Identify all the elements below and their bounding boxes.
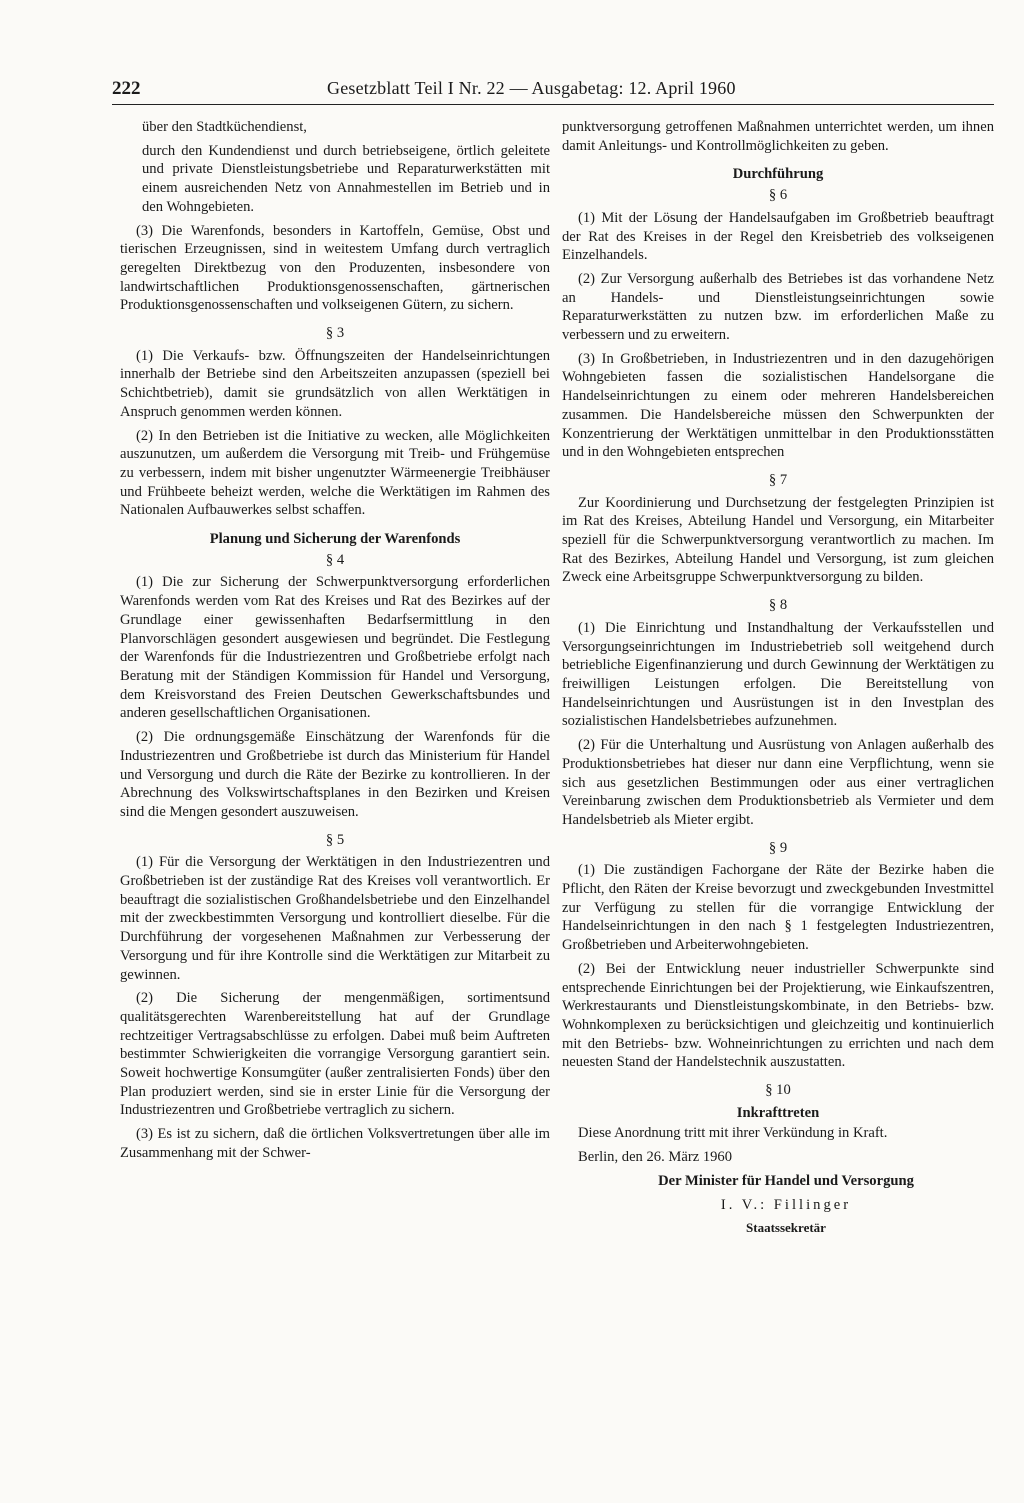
heading-durchfuehrung: Durchführung	[732, 166, 824, 183]
signature-block	[562, 1172, 994, 1238]
paragraph: (3) Es ist zu sichern, daß die örtlichen Volksvertretungen über alle im Zusammenhang mit der Schwer-	[120, 1126, 550, 1161]
page-header	[112, 78, 912, 104]
paragraph: durch den Kundendienst und durch betriebseigene, örtlich geleitete und private Dienstleistungsbetriebe und Reparaturwerkstätten mit einem ausreichenden Netz von Annahmestellen im Betrieb und in den Wohngebieten.	[142, 142, 550, 215]
paragraph: (1) Die Verkaufs- bzw. Öffnungszeiten der Handelseinrichtungen innerhalb der Betriebe sind den Arbeitszeiten anzupassen (speziell bei Schichtbetrieb), damit sie grundsätzlich von allen Werktätigen in Anspruch genommen werden können.	[120, 347, 550, 420]
paragraph: (1) Die zur Sicherung der Schwerpunktversorgung erforderlichen Warenfonds werden vom Rat des Kreises und Rat des Bezirkes auf der Grundlage einer gewissenhaften Bedarfsermittlung in den Planvorschlägen gesondert ausgewiesen und begründet. Die Festlegung der Warenfonds für die Industriezentren und Großbetriebe erfolgt nach Beratung mit der Ständigen Kommission für Handel und Versorgung, dem Kreisvorstand des Freien Deutschen Gewerkschaftsbundes und anderen gesellschaftlichen Organisationen.	[120, 574, 550, 722]
section-10-heading: § 10	[765, 1082, 791, 1099]
right-column	[562, 118, 994, 1243]
paragraph: (1) Die Einrichtung und Instandhaltung der Verkaufsstellen und Versorgungseinrichtungen im Industriebetrieb soll weitgehend durch betriebliche Eigenfinanzierung und durch Gewinnung der Werktätigen zu freiwilligen Leistungen erfolgen. Die Bereitstellung von Handelseinrichtungen und Ausrüstungen ist in den Investplan des sozialistischen Handelsbetriebes aufzunehmen.	[562, 619, 994, 730]
header-title: Gesetzblatt Teil I Nr. 22 — Ausgabetag: 12. April 1960	[327, 78, 736, 98]
paragraph: (2) Zur Versorgung außerhalb des Betriebes ist das vorhandene Netz an Handels- und Dienstleistungseinrichtungen sowie Reparaturwerkstätten zu nutzen bzw. im erforderlichen Maße zu verbessern und zu erweitern.	[562, 270, 994, 344]
page-number: 222	[112, 78, 141, 99]
paragraph: über den Stadtküchendienst,	[142, 119, 307, 135]
heading-inkrafttreten: Inkrafttreten	[736, 1104, 820, 1121]
section-4-heading: § 4	[325, 551, 345, 568]
paragraph: (2) Für die Unterhaltung und Ausrüstung von Anlagen außerhalb des Produktionsbetriebes hat dieser nur dann eine Verpflichtung, wenn sie sich aus gesetzlichen Bestimmungen oder aus einer vertraglichen Vereinbarung zwischen dem Produktionsbetrieb als Vermieter und dem Handelsbetrieb als Mieter ergibt.	[562, 737, 994, 828]
paragraph: (2) In den Betrieben ist die Initiative zu wecken, alle Möglichkeiten auszunutzen, um außerdem die Versorgung mit Treib- und Frühgemüse zu verbessern, indem mit bisher ungenutzter Wärmeenergie Treibhäuser und Frühbeete beheizt werden, welche die Werktätigen im Rahmen des Nationalen Aufbauwerkes selbst schaffen.	[120, 427, 550, 519]
paragraph: (1) Für die Versorgung der Werktätigen in den Industriezentren und Großbetrieben ist der zuständige Rat des Kreises voll verantwortlich. Er beauftragt die sozialistischen Großhandelsbetriebe und den Einzelhandel mit der zweckbestimmten Versorgung und kontrolliert dieselbe. Für die Durchführung der vorgesehenen Maßnahmen zur Verbesserung der Versorgung und für ihre Kontrolle sind die Werktätigen zur Mitarbeit zu gewinnen.	[120, 854, 550, 983]
section-8-heading: § 8	[768, 597, 788, 614]
paragraph: (3) In Großbetrieben, in Industriezentren und in den dazugehörigen Wohngebieten fassen die sozialistischen Handelsorgane die Handelseinrichtungen zu einem oder mehreren Handelsbereichen zusammen. Die Handelsbereiche müssen den Schwerpunkten der Konzentrierung der Werktätigen unmittelbar in den Produktionsstätten und in den Wohngebieten entsprechen	[562, 350, 994, 461]
paragraph: Zur Koordinierung und Durchsetzung der festgelegten Prinzipien ist im Rat des Kreises, Abteilung Handel und Versorgung, ein Mitarbeiter speziell für die Schwerpunktversorgung verantwortlich zu machen. Im Rat des Bezirkes, Abteilung Handel und Versorgung, ist zum gleichen Zweck eine Arbeitsgruppe Schwerpunktversorgung zu bilden.	[562, 494, 994, 586]
left-column	[120, 118, 550, 1168]
section-6-heading: § 6	[768, 187, 788, 204]
paragraph: (2) Die ordnungsgemäße Einschätzung der Warenfonds für die Industriezentren und Großbetriebe ist durch das Ministerium für Handel und Versorgung und durch die Räte der Bezirke zu kontrollieren. In der Abrechnung des Volkswirtschaftsplanes in den Bezirken und Kreisen sind die Mengen gesondert auszuweisen.	[120, 729, 550, 820]
paragraph: punktversorgung getroffenen Maßnahmen unterrichtet werden, um ihnen damit Anleitungs- und Kontrollmöglichkeiten zu geben.	[562, 119, 994, 154]
header-rule	[112, 104, 994, 105]
section-3-heading: § 3	[325, 325, 345, 342]
minister-title: Der Minister für Handel und Versorgung	[658, 1172, 914, 1189]
place-date: Berlin, den 26. März 1960	[578, 1149, 733, 1166]
signatory-name: I. V.: Fillinger	[720, 1196, 852, 1213]
paragraph: (2) Die Sicherung der mengenmäßigen, sortimentsund qualitätsgerechten Warenbereitstellung hat auf der Grundlage rechtzeitiger Vertragsabschlüsse zu erfolgen. Dabei muß beim Auftreten bestimmter Schwierigkeiten die vorrangige Versorgung garantiert sein. Soweit hochwertige Konsumgüter (außer zentralisierten Fonds) über den Plan produziert werden, sind sie in erster Linie für die Versorgung der Industriezentren und Großbetriebe vertraglich zu sichern.	[120, 990, 550, 1119]
paragraph: (1) Die zuständigen Fachorgane der Räte der Bezirke haben die Pflicht, den Räten der Kreise bevorzugt und zweckgebunden Investmittel zur Verfügung zu stellen für die vorrangige Entwicklung der Handelseinrichtungen in den nach § 1 festgelegten Industriezentren, Großbetrieben und Arbeiterwohngebieten.	[562, 862, 994, 954]
paragraph: (1) Mit der Lösung der Handelsaufgaben im Großbetrieb beauftragt der Rat des Kreises in der Regel den Kreisbetrieb des volkseigenen Einzelhandels.	[562, 209, 994, 264]
section-9-heading: § 9	[768, 839, 788, 856]
paragraph: (2) Bei der Entwicklung neuer industrieller Schwerpunkte sind entsprechende Einrichtungen bei der Projektierung, wie Einkaufszentren, Werkrestaurants und Dienstleistungskombinate, in den Betriebs- bzw. Wohnkomplexen zu berücksichtigen und gleichzeitig und kontinuierlich mit den Betriebs- bzw. Wohneinrichtungen zu errichten und nach dem neuesten Stand der Handelstechnik auszustatten.	[562, 960, 994, 1071]
signatory-role: Staatssekretär	[746, 1220, 826, 1236]
section-5-heading: § 5	[325, 831, 345, 848]
heading-planung: Planung und Sicherung der Warenfonds	[209, 531, 461, 548]
section-7-heading: § 7	[768, 471, 788, 488]
paragraph: Diese Anordnung tritt mit ihrer Verkündung in Kraft.	[578, 1125, 888, 1142]
paragraph: (3) Die Warenfonds, besonders in Kartoffeln, Gemüse, Obst und tierischen Erzeugnissen, sind in weitestem Umfang durch vertraglich geregelten Direktbezug von den Produzenten, insbesondere von landwirtschaftlichen Produktionsgenossenschaften, gärtnerischen Produktionsgenossenschaften und volkseigenen Gütern, zu sichern.	[120, 222, 550, 314]
